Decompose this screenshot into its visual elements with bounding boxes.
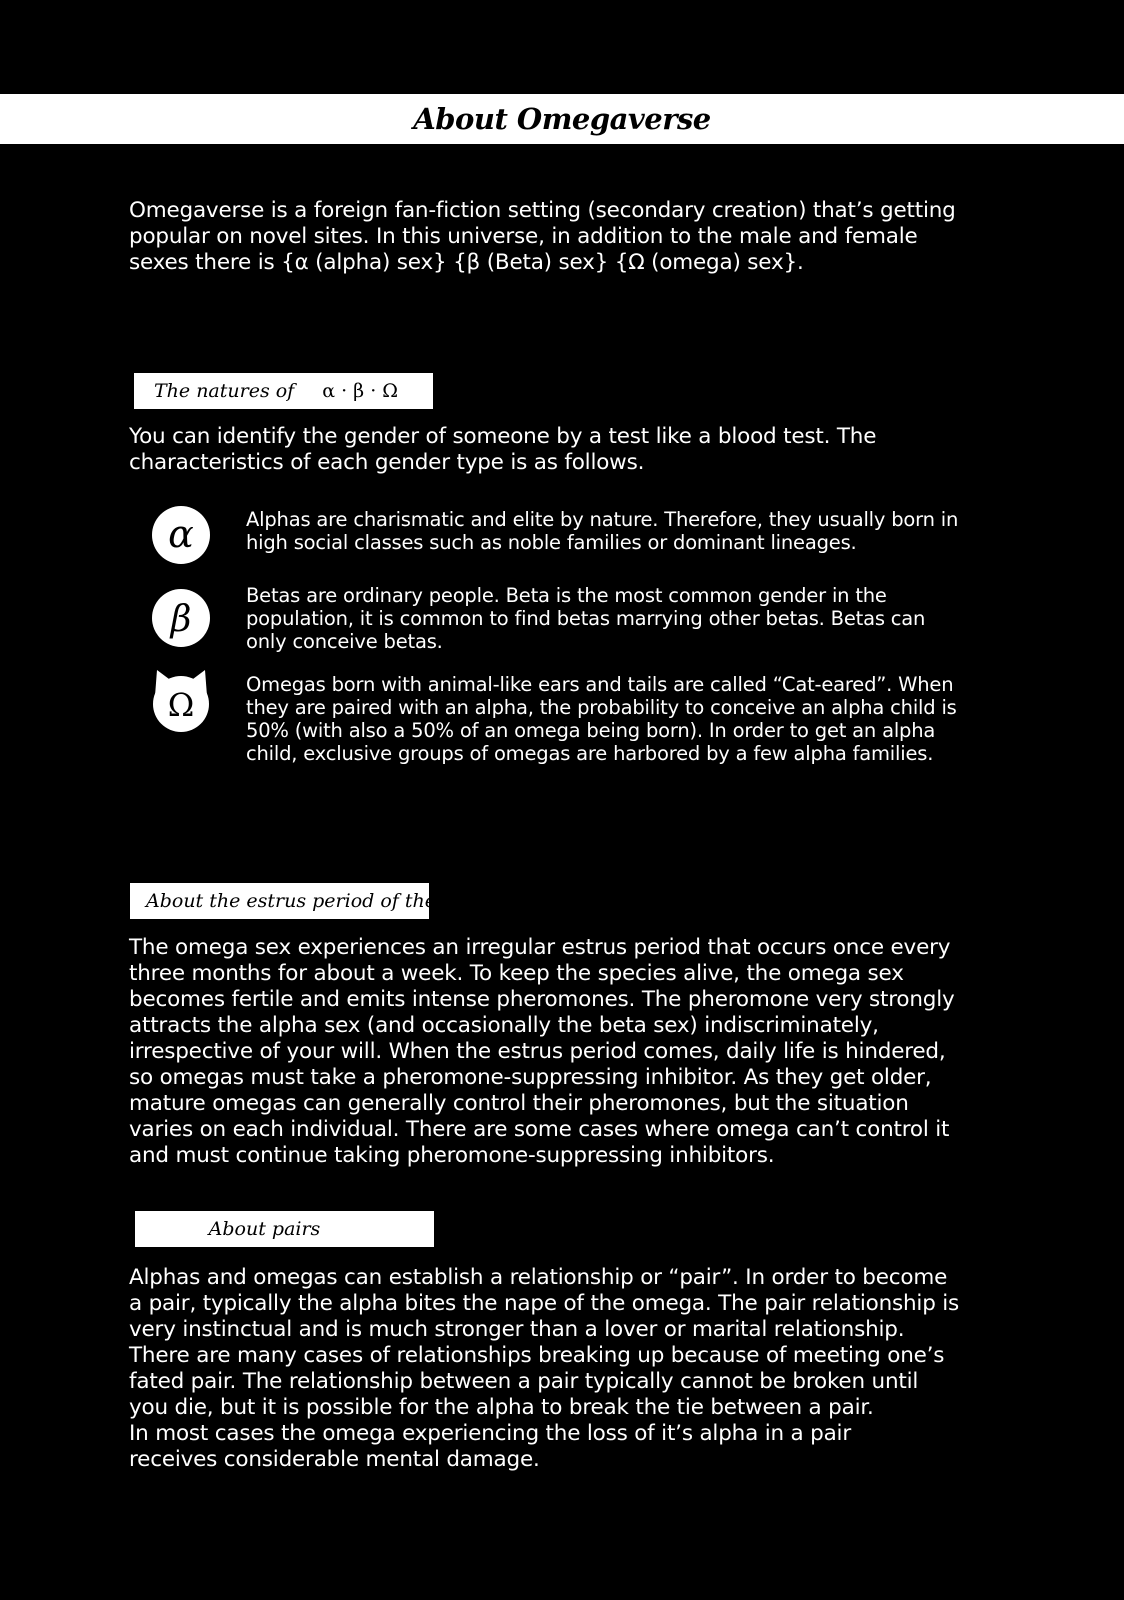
estrus-label-symbol: Ω [449, 890, 466, 912]
beta-icon [151, 588, 211, 648]
estrus-line: varies on each individual. There are some cases where omega can’t control it [129, 1117, 950, 1142]
natures-label-text: The natures of [154, 380, 295, 402]
estrus-line: mature omegas can generally control their pheromones, but the situation [129, 1091, 909, 1116]
estrus-line: so omegas must take a pheromone-suppressing inhibitor. As they get older, [129, 1065, 932, 1090]
omega-description [246, 673, 1046, 765]
natures-line: characteristics of each gender type is as follows. [129, 450, 645, 475]
pairs-line: There are many cases of relationships breaking up because of meeting one’s [129, 1343, 945, 1368]
alpha-description [246, 508, 1046, 554]
estrus-label-text: About the estrus period of the [146, 890, 436, 912]
omega-line: child, exclusive groups of omegas are harbored by a few alpha families. [246, 742, 934, 765]
beta-symbol: β [170, 599, 192, 640]
omega-cat-icon [151, 668, 211, 734]
estrus-line: becomes fertile and emits intense pheromones. The pheromone very strongly [129, 987, 955, 1012]
pairs-paragraph [129, 1265, 1009, 1473]
page-title: About Omegaverse [413, 102, 711, 136]
estrus-line: attracts the alpha sex (and occasionally the beta sex) indiscriminately, [129, 1013, 879, 1038]
intro-line: Omegaverse is a foreign fan-fiction setting (secondary creation) that’s getting [129, 198, 956, 223]
omega-symbol: Ω [167, 686, 195, 724]
beta-line: population, it is common to find betas marrying other betas. Betas can [246, 607, 926, 630]
pairs-line: Alphas and omegas can establish a relationship or “pair”. In order to become [129, 1265, 948, 1290]
estrus-line: The omega sex experiences an irregular estrus period that occurs once every [129, 935, 951, 960]
estrus-line: irrespective of your will. When the estrus period comes, daily life is hindered, [129, 1039, 946, 1064]
estrus-line: and must continue taking pheromone-suppressing inhibitors. [129, 1143, 775, 1168]
omega-line: Omegas born with animal-like ears and tails are called “Cat-eared”. When [246, 673, 954, 696]
title-bar [0, 94, 1124, 144]
intro-paragraph [129, 198, 1009, 276]
estrus-paragraph [129, 935, 1009, 1169]
alpha-symbol: α [168, 512, 194, 556]
natures-line: You can identify the gender of someone by a test like a blood test. The [129, 424, 877, 449]
section-label-pairs [135, 1211, 434, 1247]
intro-line: popular on novel sites. In this universe, in addition to the male and female [129, 224, 918, 249]
estrus-line: three months for about a week. To keep the species alive, the omega sex [129, 961, 904, 986]
intro-line: sexes there is {α (alpha) sex} {β (Beta) sex} {Ω (omega) sex}. [129, 250, 804, 275]
omega-line: they are paired with an alpha, the probability to conceive an alpha child is [246, 696, 957, 719]
pairs-line: fated pair. The relationship between a pair typically cannot be broken until [129, 1369, 919, 1394]
pairs-line: you die, but it is possible for the alpha to break the tie between a pair. [129, 1395, 874, 1420]
pairs-line: In most cases the omega experiencing the loss of it’s alpha in a pair [129, 1421, 851, 1446]
pairs-line: receives considerable mental damage. [129, 1447, 540, 1472]
pairs-line: a pair, typically the alpha bites the nape of the omega. The pair relationship is [129, 1291, 960, 1316]
section-label-natures [134, 373, 433, 409]
section-label-estrus [130, 883, 466, 919]
pairs-label-text: About pairs [208, 1218, 321, 1240]
pairs-line: very instinctual and is much stronger than a lover or marital relationship. [129, 1317, 905, 1342]
beta-line: only conceive betas. [246, 630, 443, 653]
alpha-line: high social classes such as noble families or dominant lineages. [246, 531, 857, 554]
natures-paragraph [129, 424, 1009, 476]
omega-line: 50% (with also a 50% of an omega being born). In order to get an alpha [246, 719, 936, 742]
natures-label-symbols: α · β · Ω [322, 380, 399, 402]
beta-description [246, 584, 1046, 653]
alpha-icon [151, 505, 211, 565]
alpha-line: Alphas are charismatic and elite by nature. Therefore, they usually born in [246, 508, 959, 531]
beta-line: Betas are ordinary people. Beta is the most common gender in the [246, 584, 887, 607]
